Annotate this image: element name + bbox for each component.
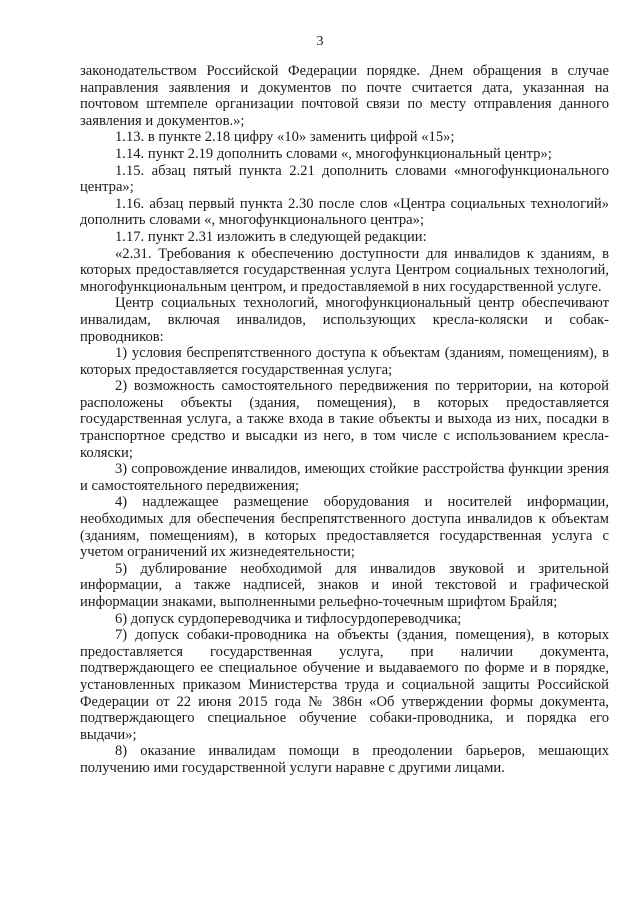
paragraph: 5) дублирование необходимой для инвалидов звуковой и зрительной информации, а также надписей, знаков и иной текстовой и графической информации знаками, выполненными рельефно-точечным шрифтом Брайля; [80, 560, 609, 610]
paragraph: «2.31. Требования к обеспечению доступности для инвалидов к зданиям, в которых предоставляется государственная услуга Центром социальных технологий, многофункциональным центром, и предоставляемой в них государственной услуге. [80, 245, 609, 295]
paragraph: 2) возможность самостоятельного передвижения по территории, на которой расположены объекты (здания, помещения), в которых предоставляется государственная услуга, а также входа в такие объекты и выхода из них, посадки в транспортное средство и высадки из него, в том числе с использованием кресла-коляски; [80, 378, 609, 461]
paragraph: законодательством Российской Федерации порядке. Днем обращения в случае направления заявления и документов по почте считается дата, указанная на почтовом штемпеле организации почтовой связи по месту отправления данного заявления и документов.»; [80, 63, 609, 129]
paragraph: 1.13. в пункте 2.18 цифру «10» заменить цифрой «15»; [115, 129, 455, 146]
paragraph: 3) сопровождение инвалидов, имеющих стойкие расстройства функции зрения и самостоятельного передвижения; [80, 461, 609, 494]
paragraph: 6) допуск сурдопереводчика и тифлосурдопереводчика; [115, 610, 462, 627]
paragraph: 1.15. абзац пятый пункта 2.21 дополнить словами «многофункционального центра»; [80, 162, 609, 196]
paragraph: 1.16. абзац первый пункта 2.30 после слов «Центра социальных технологий» дополнить словами «, многофункционального центра»; [80, 195, 609, 229]
paragraph: 1) условия беспрепятственного доступа к объектам (зданиям, помещениям), в которых предоставляется государственная услуга; [80, 345, 609, 378]
document-body [80, 63, 609, 777]
paragraph: 1.17. пункт 2.31 изложить в следующей редакции: [115, 228, 427, 245]
paragraph: 7) допуск собаки-проводника на объекты (здания, помещения), в которых предоставляется государственная услуга, при наличии документа, подтверждающего ее специальное обучение и выдаваемого по форме и в порядке, установленных приказом Министерства труда и социальной защиты Российской Федерации от 22 июня 2015 года № 386н «Об утверждении формы документа, подтверждающего специальное обучение собаки-проводника, и порядка его выдачи»; [80, 627, 609, 743]
paragraph: Центр социальных технологий, многофункциональный центр обеспечивают инвалидам, включая инвалидов, использующих кресла-коляски и собак-проводников: [80, 295, 609, 345]
page-number: 3 [316, 34, 324, 49]
paragraph: 1.14. пункт 2.19 дополнить словами «, многофункциональный центр»; [115, 145, 552, 162]
paragraph: 8) оказание инвалидам помощи в преодолении барьеров, мешающих получению ими государственной услуги наравне с другими лицами. [80, 743, 609, 776]
paragraph: 4) надлежащее размещение оборудования и носителей информации, необходимых для обеспечения беспрепятственного доступа инвалидов к объектам (зданиям, помещениям), в которых предоставляется государственная услуга с учетом ограничений их жизнедеятельности; [80, 494, 609, 561]
